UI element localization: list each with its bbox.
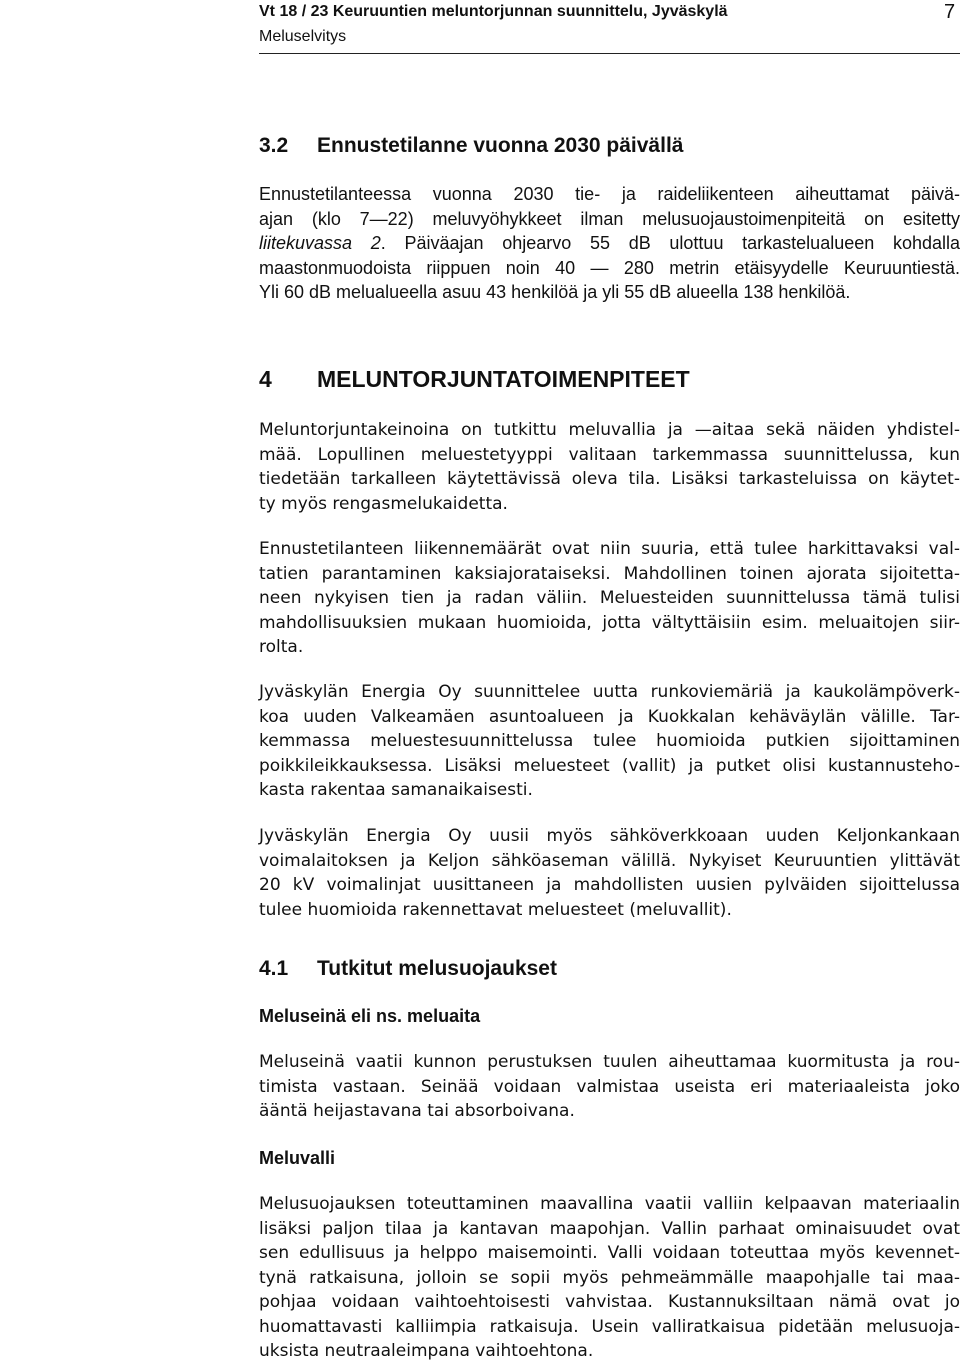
paragraph-line: Ennustetilanteen liikennemäärät ovat niin suuria, että tulee harkittavaksi val-	[259, 539, 960, 559]
paragraph-line: kasta rakentaa samanaikaisesti.	[259, 780, 533, 800]
paragraph-line: 20 kV voimalinjat uusittaneen ja mahdollisten uusien pylväiden sijoittelussa	[259, 875, 960, 895]
figure-reference: liitekuvassa 2	[259, 233, 381, 253]
paragraph-line: kemmassa meluestesuunnittelussa tulee huomioida putkien sijoittaminen	[259, 731, 960, 751]
paragraph-line: uksista neutraaleimpana vaihtoehtona.	[259, 1341, 594, 1361]
paragraph-line: koa uuden Valkeamäen asuntoalueen ja Kuokkalan kehäväylän välille. Tar-	[259, 706, 960, 727]
section-4-paragraph-1	[259, 418, 960, 516]
paragraph-line: Ennustetilanteessa vuonna 2030 tie- ja raideliikenteen aiheuttamat päivä-	[259, 184, 960, 204]
section-4-paragraph-3	[259, 680, 960, 803]
paragraph-line: Jyväskylän Energia Oy uusii myös sähköverkkoaan uuden Keljonkankaan	[259, 826, 960, 846]
paragraph-line: Meluseinä vaatii kunnon perustuksen tuulen aiheuttamaa kuormitusta ja rou-	[259, 1052, 960, 1072]
paragraph-line: maastonmuodoista riippuen noin 40 — 280 metrin etäisyydelle Keuruuntiestä.	[259, 257, 960, 278]
subsection-heading-meluseina: Meluseinä eli ns. meluaita	[259, 1006, 481, 1026]
paragraph-line: poikkileikkauksessa. Lisäksi meluesteet (vallit) ja putket olisi kustannusteho-	[259, 755, 960, 776]
section-4-1-heading	[259, 957, 557, 981]
subsection-heading-meluvalli: Meluvalli	[259, 1148, 336, 1168]
paragraph-line: rolta.	[259, 637, 304, 657]
paragraph-line: Yli 60 dB melualueella asuu 43 henkilöä ja yli 55 dB alueella 138 henkilöä.	[259, 282, 851, 302]
paragraph-line: voimalaitoksen ja Keljon sähköaseman välillä. Nykyiset Keuruuntien ylittävät	[259, 850, 960, 871]
paragraph-line: ajan (klo 7—22) meluvyöhykkeet ilman melusuojaustoimenpiteitä on esitetty	[259, 208, 960, 229]
section-title: Ennustetilanne vuonna 2030 päivällä	[317, 134, 684, 157]
paragraph-line: Melusuojauksen toteuttaminen maavallina vaatii valliin kelpaavan materiaalin	[259, 1194, 960, 1214]
paragraph-line: mahdollisuuksien mukaan huomioida, jotta vältyttäisiin esim. meluaitojen siir-	[259, 612, 960, 633]
paragraph-line: Meluntorjuntakeinoina on tutkittu meluvallia ja —aitaa sekä näiden yhdistel-	[259, 420, 960, 440]
paragraph-line: mää. Lopullinen meluestetyyppi valitaan tarkemmassa suunnittelussa, kun	[259, 444, 960, 465]
section-3-2-paragraph	[259, 182, 960, 305]
paragraph-line: lisäksi paljon tilaa ja kantavan maapohjan. Vallin parhaat ominaisuudet ovat	[259, 1218, 960, 1239]
header-subtitle: Meluselvitys	[259, 28, 347, 45]
paragraph-line: Jyväskylän Energia Oy suunnittelee uutta runkoviemäriä ja kaukolämpöverk-	[259, 682, 960, 702]
section-number: 4	[259, 366, 272, 392]
paragraph-line: sen edullisuus ja helppo maisemointi. Valli voidaan toteuttaa myös kevennet-	[259, 1243, 960, 1263]
page-number: 7	[944, 1, 956, 23]
paragraph-line: ty myös rengasmelukaidetta.	[259, 493, 508, 514]
section-number: 3.2	[259, 134, 289, 157]
subsection-paragraph-meluseina	[259, 1050, 960, 1124]
paragraph-line: tynä ratkaisuna, jolloin se sopii myös pehmeämmälle maapohjalle tai maa-	[259, 1267, 960, 1288]
paragraph-line: timista vastaan. Seinää voidaan valmistaa useista eri materiaaleista joko	[259, 1076, 960, 1097]
paragraph-line: tulee huomioida rakennettavat meluesteet (meluvallit).	[259, 899, 732, 920]
paragraph-line: huomattavasti kalliimpia ratkaisuja. Usein valliratkaisua pidetään melusuoja-	[259, 1316, 960, 1337]
section-title: Tutkitut melusuojaukset	[317, 957, 557, 980]
section-number: 4.1	[259, 957, 289, 980]
paragraph-line: pohjaa voidaan vaihtoehtoisesti vahvistaa. Kustannuksiltaan nämä ovat jo	[259, 1292, 960, 1312]
paragraph-line-with-reference	[259, 231, 960, 256]
paragraph-line: tiedetään tarkalleen käytettävissä oleva tila. Lisäksi tarkasteluissa on käytet-	[259, 469, 960, 489]
paragraph-line-rest: . Päiväajan ohjearvo 55 dB ulottuu tarkastelualueen kohdalla	[380, 233, 960, 253]
paragraph-line: tatien parantaminen kaksiajorataiseksi. Mahdollinen toinen ajorata sijoitetta-	[259, 563, 960, 584]
header-divider	[259, 53, 960, 54]
section-3-2-heading	[259, 134, 683, 158]
paragraph-line: neen nykyisen tien ja radan väliin. Meluesteiden suunnittelussa tämä tulisi	[259, 588, 960, 608]
subsection-paragraph-meluvalli	[259, 1192, 960, 1364]
section-title: MELUNTORJUNTATOIMENPITEET	[317, 366, 690, 392]
section-4-heading	[259, 366, 690, 392]
paragraph-line: ääntä heijastavana tai absorboivana.	[259, 1101, 575, 1121]
section-4-paragraph-2	[259, 537, 960, 660]
section-4-paragraph-4	[259, 824, 960, 922]
header-title: Vt 18 / 23 Keuruuntien meluntorjunnan suunnittelu, Jyväskylä	[259, 3, 728, 20]
